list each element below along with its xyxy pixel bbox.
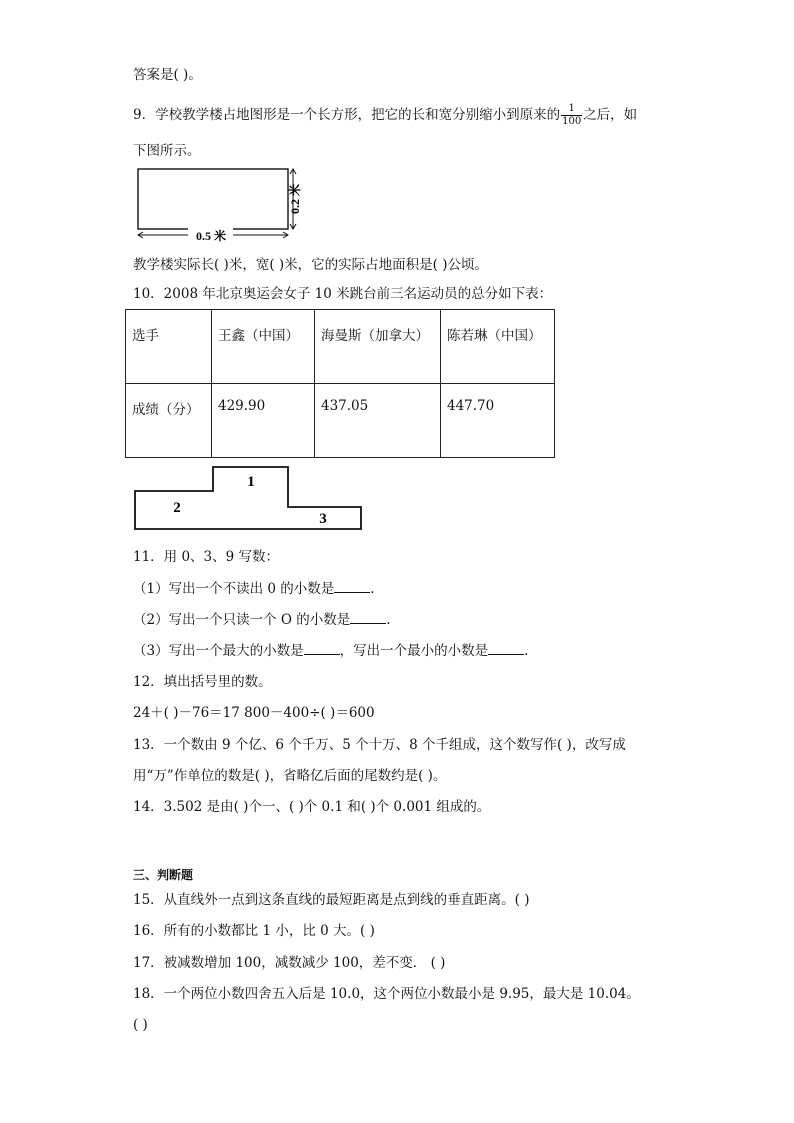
q11-3-end: . [524, 643, 529, 659]
q8-answer-line: 答案是( )。 [133, 67, 202, 83]
q11-3-text: （3）写出一个最大的小数是 [133, 643, 304, 659]
podium-second-label: 2 [173, 500, 181, 516]
q9-text-post: 之后，如 [583, 107, 638, 123]
q18-line: 18．一个两位小数四舍五入后是 10.0，这个两位小数最小是 9.95，最大是 10.04。 [133, 986, 640, 1002]
q9-answer-line: 教学楼实际长( )米，宽( )米，它的实际占地面积是( )公顷。 [133, 257, 488, 273]
fraction-numerator: 1 [561, 103, 582, 116]
q11-line: 11．用 0、3、9 写数： [133, 549, 280, 565]
blank-underline [334, 580, 370, 593]
q13-line-1: 13．一个数由 9 个亿、6 个千万、5 个十万、8 个千组成，这个数写作( )，改写成 [133, 737, 626, 753]
row-label-cell: 成绩（分） [126, 384, 212, 458]
rectangle-figure [133, 167, 308, 245]
q9-line-2: 下图所示。 [133, 143, 201, 159]
section-heading: 三、判断题 [133, 868, 194, 882]
q13-line-2: 用“万”作单位的数是( )，省略亿后面的尾数约是( )。 [133, 768, 447, 784]
q11-part-1 [133, 580, 375, 598]
q12-equation: 24＋( )－76＝17 800－400÷( )＝600 [133, 705, 375, 721]
blank-underline [488, 642, 524, 655]
podium-figure [133, 465, 368, 535]
q10-line: 10．2008 年北京奥运会女子 10 米跳台前三名运动员的总分如下表： [133, 286, 553, 302]
fraction-1-100 [561, 103, 582, 128]
table-row [126, 384, 555, 458]
rectangle-shape [138, 169, 288, 229]
q15-line: 15．从直线外一点到这条直线的最短距离是点到线的垂直距离。( ) [133, 892, 530, 908]
q12-line: 12．填出括号里的数。 [133, 674, 272, 690]
fraction-denominator: 100 [562, 116, 582, 127]
blank-underline [304, 642, 340, 655]
q9-text-pre: 9．学校教学楼占地图形是一个长方形，把它的长和宽分别缩小到原来的 [133, 107, 561, 123]
q11-2-text: （2）写出一个只读一个 O 的小数是 [133, 612, 351, 628]
header-cell: 海曼斯（加拿大） [315, 310, 441, 384]
q14-line: 14．3.502 是由( )个一、( )个 0.1 和( )个 0.001 组成的。 [133, 799, 491, 815]
blank-underline [350, 611, 386, 624]
header-cell: 陈若琳（中国） [441, 310, 555, 384]
podium-first-label: 1 [247, 474, 255, 490]
score-cell: 437.05 [315, 384, 441, 458]
header-cell: 选手 [126, 310, 212, 384]
q9-line-1 [133, 103, 637, 128]
q11-part-3 [133, 642, 528, 660]
header-cell: 王鑫（中国） [212, 310, 315, 384]
q11-part-2 [133, 611, 391, 629]
podium-third-label: 3 [319, 511, 327, 527]
q11-1-end: . [370, 581, 375, 597]
width-label: 0.5 米 [195, 229, 227, 243]
q17-line: 17．被减数增加 100，减数减少 100，差不变． ( ) [133, 955, 446, 971]
q11-3-mid: ，写出一个最小的小数是 [339, 643, 489, 659]
score-cell: 447.70 [441, 384, 555, 458]
height-label: 0.2 米 [288, 183, 302, 215]
q18-answer: ( ) [133, 1017, 148, 1033]
table-header-row [126, 310, 555, 384]
q11-1-text: （1）写出一个不读出 0 的小数是 [133, 581, 335, 597]
q11-2-end: . [386, 612, 391, 628]
score-cell: 429.90 [212, 384, 315, 458]
scores-table [125, 309, 555, 458]
q16-line: 16．所有的小数都比 1 小，比 0 大。( ) [133, 923, 375, 939]
